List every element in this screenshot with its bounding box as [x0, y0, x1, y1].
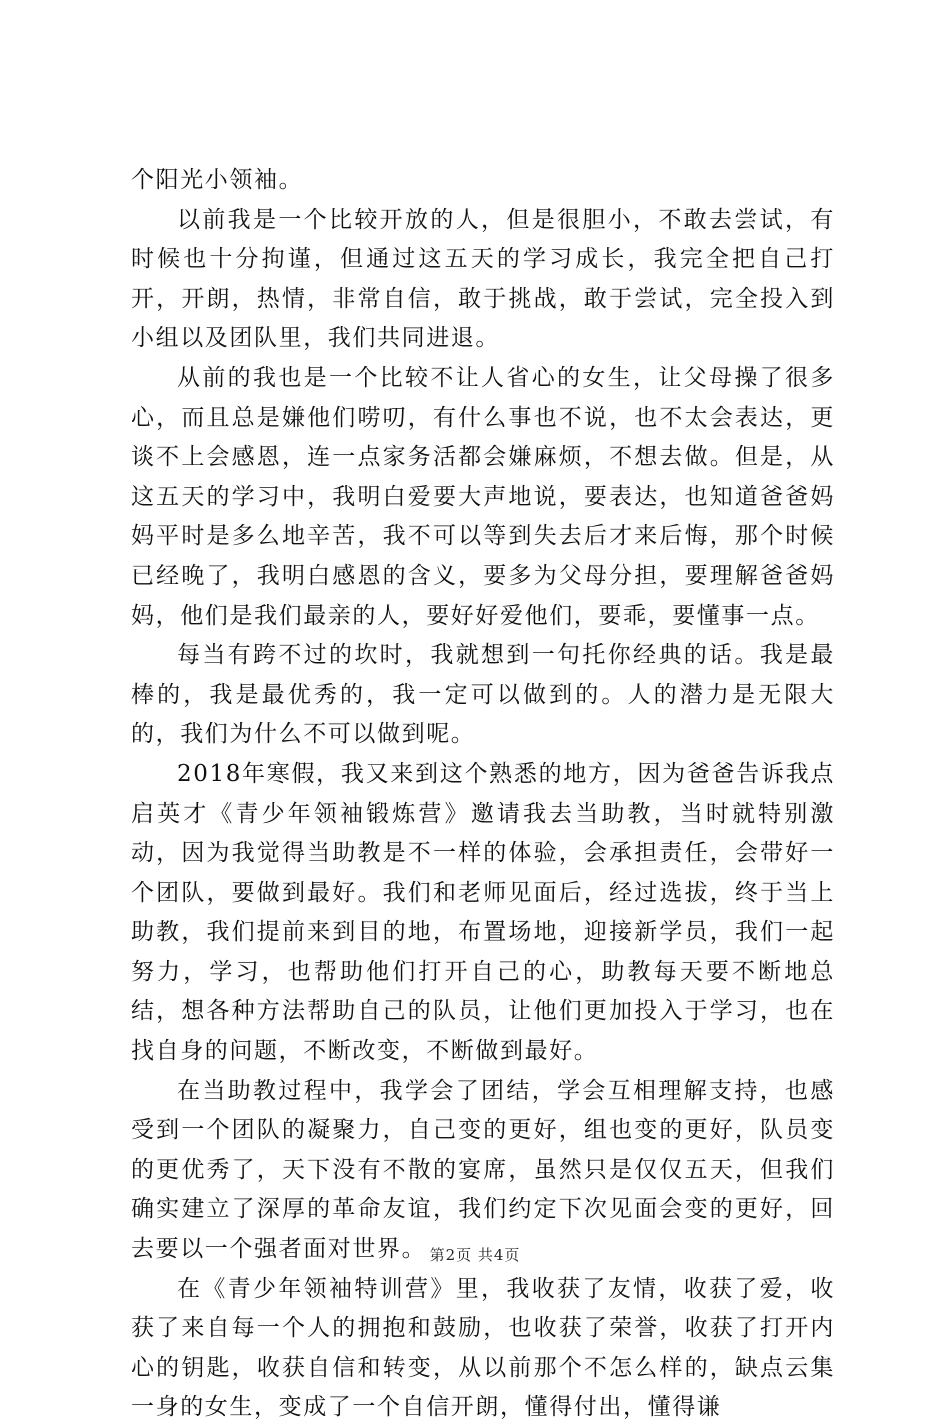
document-body [131, 161, 835, 1428]
page-number-footer: 第2页 共4页 [429, 1246, 521, 1264]
paragraph-7: 在《青少年领袖特训营》里，我收获了友情，收获了爱，收获了来自每一个人的拥抱和鼓励，也收获了荣誉，收获了打开内心的钥匙，收获自信和转变，从以前那个不怎么样的，缺点云集一身的女生，变成了一个自信开朗，懂得付出，懂得谦 [131, 1275, 835, 1421]
paragraph-5: 2018年寒假，我又来到这个熟悉的地方，因为爸爸告诉我点启英才《青少年领袖锻炼营》邀请我去当助教，当时就特别激动，因为我觉得当助教是不一样的体验，会承担责任，会带好一个团队，要做到最好。我们和老师见面后，经过选拔，终于当上助教，我们提前来到目的地，布置场地，迎接新学员，我们一起努力，学习，也帮助他们打开自己的心，助教每天要不断地总结，想各种方法帮助自己的队员，让他们更加投入于学习，也在找自身的问题，不断改变，不断做到最好。 [131, 760, 835, 1065]
paragraph-4: 每当有跨不过的坎时，我就想到一句托你经典的话。我是最棒的，我是最优秀的，我一定可以做到的。人的潜力是无限大的，我们为什么不可以做到呢。 [131, 642, 835, 748]
paragraph-2: 以前我是一个比较开放的人，但是很胆小，不敢去尝试，有时候也十分拘谨，但通过这五天的学习成长，我完全把自己打开，开朗，热情，非常自信，敢于挑战，敢于尝试，完全投入到小组以及团队里，我们共同进退。 [131, 206, 835, 352]
paragraph-6: 在当助教过程中，我学会了团结，学会互相理解支持，也感受到一个团队的凝聚力，自己变的更好，组也变的更好，队员变的更优秀了，天下没有不散的宴席，虽然只是仅仅五天，但我们确实建立了深厚的革命友谊，我们约定下次见面会变的更好，回去要以一个强者面对世界。 [131, 1077, 835, 1263]
paragraph-3: 从前的我也是一个比较不让人省心的女生，让父母操了很多心，而且总是嫌他们唠叨，有什么事也不说，也不太会表达，更谈不上会感恩，连一点家务活都会嫌麻烦，不想去做。但是，从这五天的学习中，我明白爱要大声地说，要表达，也知道爸爸妈妈平时是多么地辛苦，我不可以等到失去后才来后悔，那个时候已经晚了，我明白感恩的含义，要多为父母分担，要理解爸爸妈妈，他们是我们最亲的人，要好好爱他们，要乖，要懂事一点。 [131, 364, 835, 629]
paragraph-1: 个阳光小领袖。 [131, 167, 304, 193]
